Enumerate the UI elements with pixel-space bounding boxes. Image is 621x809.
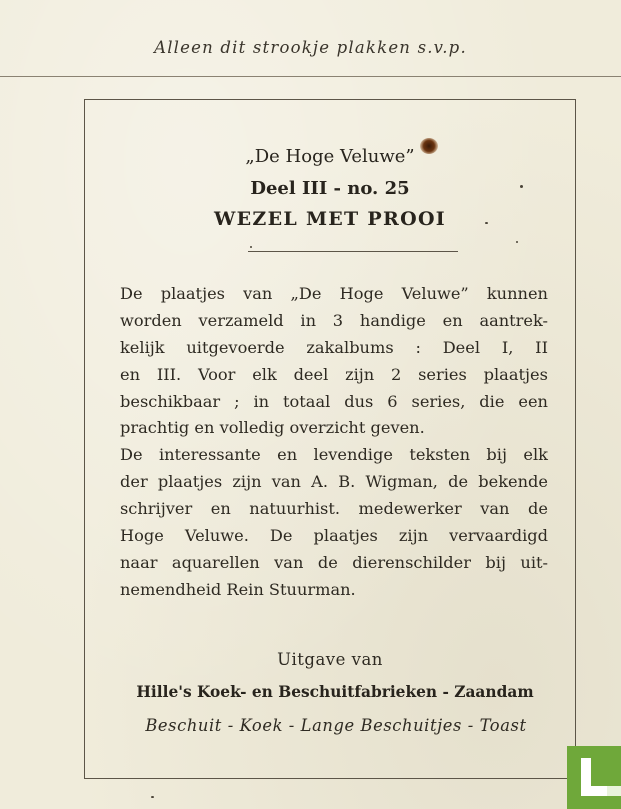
description-line: nemendheid Rein Stuurman. <box>120 579 356 599</box>
paste-strip <box>0 0 621 74</box>
series-title: „De Hoge Veluwe” <box>245 146 415 167</box>
lastdodo-logo-icon <box>567 746 621 809</box>
description-line: naar aquarellen van de dierenschilder bij uit- <box>120 552 548 572</box>
card-description <box>120 281 548 604</box>
description-line: der plaatjes zijn van A. B. Wigman, de bekende <box>120 472 548 492</box>
product-list: Beschuit - Koek - Lange Beschuitjes - Toast <box>145 716 527 735</box>
heading-rule <box>248 251 458 252</box>
speck <box>151 796 154 798</box>
description-line: prachtig en volledig overzicht geven. <box>120 418 425 438</box>
publisher-label: Uitgave van <box>277 650 383 669</box>
description-line: worden verzameld in 3 handige en aantrek- <box>120 310 548 330</box>
paste-instruction: Alleen dit strookje plakken s.v.p. <box>154 38 467 57</box>
description-line: De interessante en levendige teksten bij elk <box>120 445 548 465</box>
speck <box>250 246 252 248</box>
card-subject: WEZEL MET PROOI <box>214 208 446 230</box>
speck <box>516 241 518 243</box>
description-line: De plaatjes van „De Hoge Veluwe” kunnen <box>120 284 548 303</box>
description-line: Hoge Veluwe. De plaatjes zijn vervaardigd <box>120 526 548 546</box>
strip-divider <box>0 76 621 77</box>
description-line: en III. Voor elk deel zijn 2 series plaatjes <box>120 364 548 384</box>
part-number: Deel III - no. 25 <box>250 178 410 199</box>
description-line: schrijver en natuurhist. medewerker van de <box>120 499 548 519</box>
publisher-name: Hille's Koek- en Beschuitfabrieken - Zaandam <box>136 683 534 701</box>
description-line: kelijk uitgevoerde zakalbums : Deel I, II <box>120 337 548 357</box>
description-line: beschikbaar ; in totaal dus 6 series, die een <box>120 391 548 411</box>
